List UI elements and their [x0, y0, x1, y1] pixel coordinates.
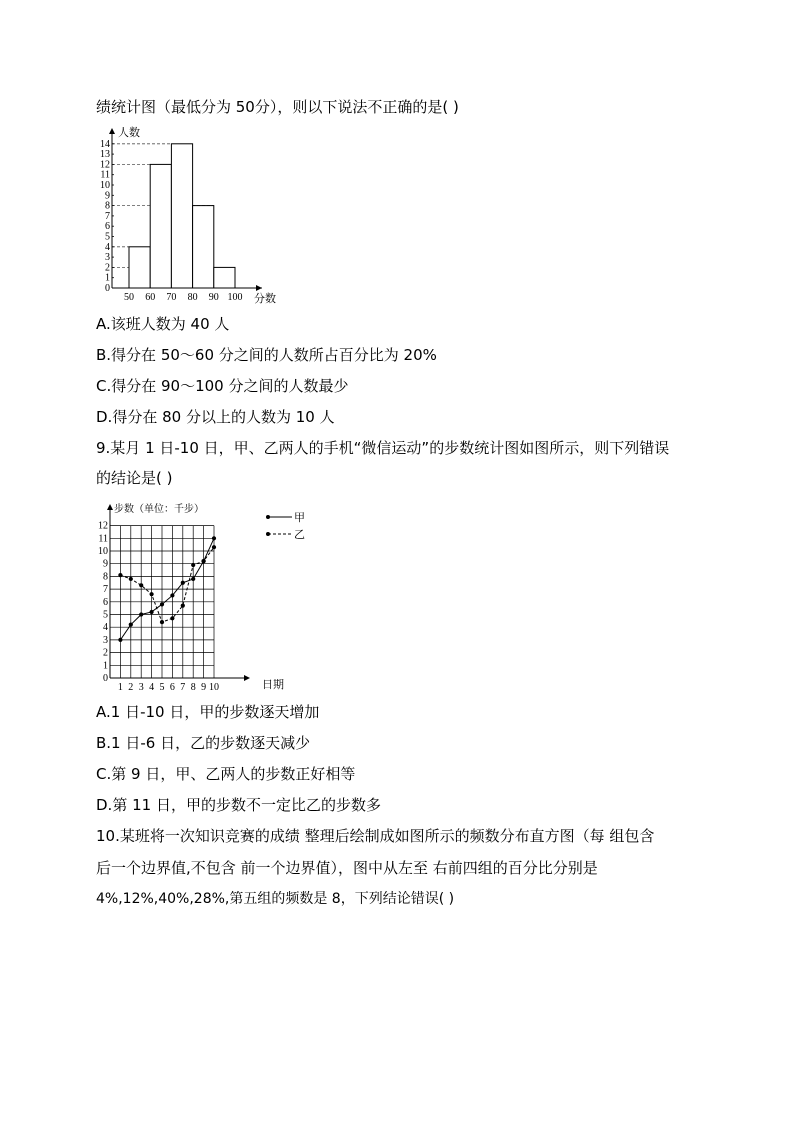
series-jia-point — [160, 602, 164, 606]
series-yi-point — [129, 577, 133, 581]
legend-yi-marker — [266, 532, 270, 536]
q10-stem-line3: 4%,12%,40%,28%,第五组的频数是 8，下列结论错误( ) — [96, 891, 455, 907]
line-chart-y-tick-label: 7 — [103, 584, 108, 596]
histogram-bars — [129, 144, 235, 288]
line-chart-axes — [107, 504, 250, 681]
histogram-y-tick-label: 13 — [100, 149, 110, 161]
histogram-x-ticks — [124, 292, 243, 303]
line-chart-x-tick-label: 10 — [209, 682, 219, 693]
series-yi-point — [212, 545, 216, 549]
line-chart-y-tick-label: 10 — [98, 546, 108, 557]
series-jia-point — [139, 612, 143, 616]
histogram-y-tick-label: 7 — [105, 210, 110, 222]
histogram-y-tick-label: 0 — [105, 283, 110, 294]
series-jia-point — [150, 610, 154, 614]
line-chart-x-tick-label: 4 — [149, 682, 155, 693]
line-chart-y-tick-label: 2 — [103, 647, 108, 659]
line-chart-legend — [266, 511, 305, 541]
line-chart-x-tick-label: 3 — [138, 682, 144, 693]
legend-jia-marker — [266, 515, 270, 519]
line-chart-x-tick-label: 7 — [180, 682, 186, 693]
histogram-y-title: 人数 — [118, 126, 140, 139]
line-chart-y-tick-label: 12 — [98, 520, 108, 532]
score-histogram — [90, 122, 300, 308]
series-yi-point — [170, 616, 174, 620]
line-chart-y-tick-label: 11 — [98, 533, 108, 545]
line-chart-x-ticks — [118, 682, 219, 693]
q10-stem-line1: 10.某班将一次知识竞赛的成绩 整理后绘制成如图所示的频数分布直方图（每 组包含 — [96, 827, 655, 845]
line-chart-y-tick-label: 9 — [103, 558, 108, 570]
histogram-y-tick-label: 10 — [100, 180, 110, 191]
q10-stem-line2: 后一个边界值,不包含 前一个边界值），图中从左至 右前四组的百分比分别是 — [96, 859, 598, 877]
histogram-y-tick-label: 4 — [105, 241, 110, 253]
series-yi-point — [160, 620, 164, 624]
histogram-y-tick-label: 2 — [105, 262, 110, 274]
histogram-x-tick-label: 50 — [124, 292, 134, 303]
histogram-y-tick-label: 3 — [105, 252, 110, 264]
line-chart-x-tick-label: 1 — [117, 682, 123, 693]
histogram-x-title: 分数 — [254, 292, 276, 305]
line-chart-y-tick-label: 3 — [103, 634, 108, 646]
line-chart-y-tick-label: 4 — [103, 622, 108, 634]
histogram-x-tick-label: 100 — [227, 292, 243, 303]
histogram-bar — [129, 247, 150, 288]
line-chart-y-title: 步数（单位：千步） — [114, 504, 204, 515]
histogram-bar — [214, 267, 235, 288]
histogram-x-tick-label: 80 — [187, 292, 198, 303]
q8-option-c: C.得分在 90～100 分之间的人数最少 — [96, 377, 349, 395]
steps-line-chart — [90, 496, 330, 696]
histogram-x-arrow — [256, 285, 262, 291]
q9-option-d: D.第 11 日，甲的步数不一定比乙的步数多 — [96, 796, 381, 814]
histogram-y-tick-label: 11 — [100, 169, 110, 181]
histogram-bar — [150, 164, 171, 288]
line-chart-x-tick-label: 6 — [169, 682, 175, 693]
line-chart-x-title: 日期 — [262, 678, 284, 691]
histogram-y-tick-label: 6 — [105, 221, 110, 233]
q8-option-b: B.得分在 50～60 分之间的人数所占百分比为 20% — [96, 346, 437, 364]
line-chart-x-tick-label: 9 — [201, 682, 207, 693]
series-jia-point — [181, 581, 185, 585]
series-yi-point — [118, 573, 122, 577]
series-yi-point — [181, 604, 185, 608]
histogram-bar — [171, 144, 192, 288]
histogram-y-tick-label: 14 — [100, 138, 110, 150]
series-jia-point — [118, 638, 122, 642]
line-chart-x-tick-label: 5 — [159, 682, 165, 693]
histogram-y-arrow — [109, 128, 115, 134]
histogram-x-tick-label: 90 — [208, 292, 219, 303]
series-yi-point — [191, 563, 195, 567]
legend-yi-label: 乙 — [294, 528, 305, 541]
histogram-y-tick-label: 5 — [105, 231, 110, 243]
line-chart-grid — [110, 526, 214, 678]
q8-stem: 绩统计图（最低分为 50分），则以下说法不正确的是( ) — [96, 98, 459, 116]
q9-option-b: B.1 日-6 日，乙的步数逐天减少 — [96, 734, 311, 752]
q8-option-a: A.该班人数为 40 人 — [96, 315, 230, 333]
series-jia-point — [129, 623, 133, 627]
histogram-x-tick-label: 70 — [166, 292, 177, 303]
q8-option-d: D.得分在 80 分以上的人数为 10 人 — [96, 408, 335, 426]
line-chart-y-tick-label: 5 — [103, 609, 108, 621]
line-chart-y-ticks — [98, 521, 108, 684]
series-yi-point — [150, 592, 154, 596]
legend-jia-label: 甲 — [294, 511, 305, 524]
line-chart-x-tick-label: 8 — [190, 682, 196, 693]
histogram-y-tick-label: 12 — [100, 159, 110, 171]
line-chart-y-tick-label: 1 — [103, 660, 108, 672]
line-chart-x-arrow — [244, 675, 250, 681]
q9-stem-line1: 9.某月 1 日-10 日，甲、乙两人的手机“微信运动”的步数统计图如图所示，则下列错误 — [96, 439, 670, 457]
line-chart-x-tick-label: 2 — [128, 682, 134, 693]
histogram-bar — [193, 206, 214, 288]
histogram-y-tick-label: 9 — [105, 190, 110, 202]
histogram-y-tick-label: 8 — [105, 200, 110, 212]
series-jia-point — [212, 536, 216, 540]
line-chart-y-tick-label: 6 — [103, 596, 108, 608]
q9-option-c: C.第 9 日，甲、乙两人的步数正好相等 — [96, 765, 356, 783]
series-yi-line — [120, 547, 214, 622]
histogram-x-tick-label: 60 — [145, 292, 156, 303]
q9-option-a: A.1 日-10 日，甲的步数逐天增加 — [96, 703, 320, 721]
histogram-y-tick-label: 1 — [105, 272, 110, 284]
line-chart-y-tick-label: 0 — [103, 673, 108, 684]
series-yi-point — [202, 559, 206, 563]
line-chart-y-arrow — [107, 504, 113, 510]
series-yi-point — [139, 583, 143, 587]
series-jia-point — [170, 593, 174, 597]
q9-stem-line2: 的结论是( ) — [96, 469, 173, 487]
line-chart-y-tick-label: 8 — [103, 571, 108, 583]
series-jia-point — [191, 577, 195, 581]
